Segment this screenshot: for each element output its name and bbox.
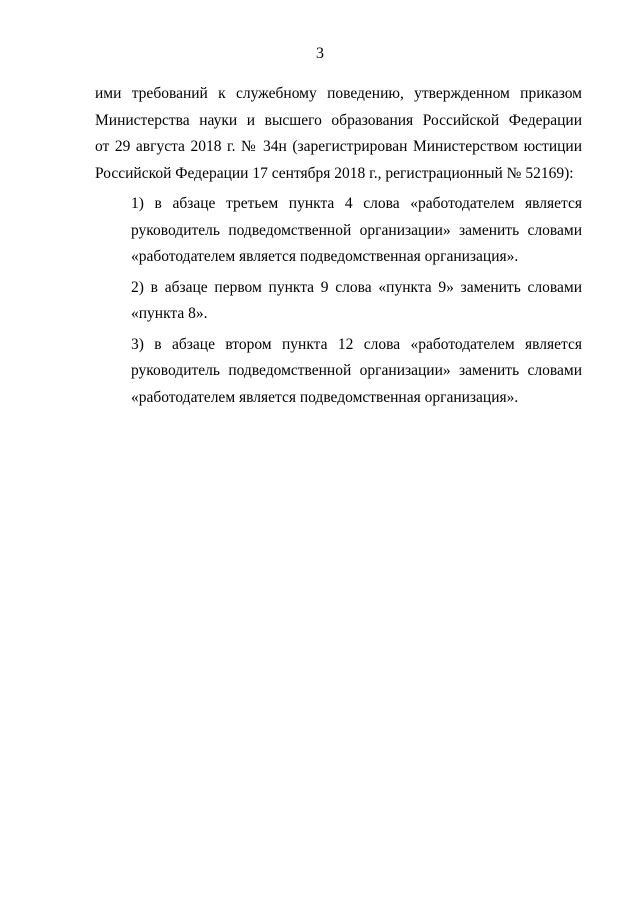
text-line: «пункта 8». bbox=[131, 305, 208, 322]
paragraph-intro bbox=[95, 81, 582, 187]
text-line: Российской Федерации 17 сентября 2018 г., регистрационный № 52169): bbox=[95, 164, 574, 182]
text-line: «работодателем является подведомственная организация». bbox=[131, 388, 519, 406]
text-line: Министерства науки и высшего образования Российской Федерации bbox=[95, 111, 582, 129]
text-line: от 29 августа 2018 г. № 34н (зарегистрирован Министерством юстиции bbox=[95, 138, 582, 155]
text-line: 2) в абзаце первом пункта 9 слова «пункта 9» заменить словами bbox=[131, 278, 582, 296]
text-line: ими требований к служебному поведению, утвержденном приказом bbox=[95, 85, 582, 102]
paragraph-item-3 bbox=[95, 332, 582, 412]
paragraph-item-2 bbox=[95, 275, 582, 328]
text-line: руководитель подведомственной организации» заменить словами bbox=[131, 362, 582, 379]
text-line: «работодателем является подведомственная организация». bbox=[131, 248, 519, 265]
text-line: 1) в абзаце третьем пункта 4 слова «работодателем является bbox=[131, 195, 582, 212]
page-number: 3 bbox=[316, 45, 324, 62]
paragraph-item-1 bbox=[95, 191, 582, 271]
text-line: руководитель подведомственной организации» заменить словами bbox=[131, 221, 582, 239]
document-body bbox=[95, 81, 582, 411]
text-line: 3) в абзаце втором пункта 12 слова «работодателем является bbox=[131, 335, 582, 353]
